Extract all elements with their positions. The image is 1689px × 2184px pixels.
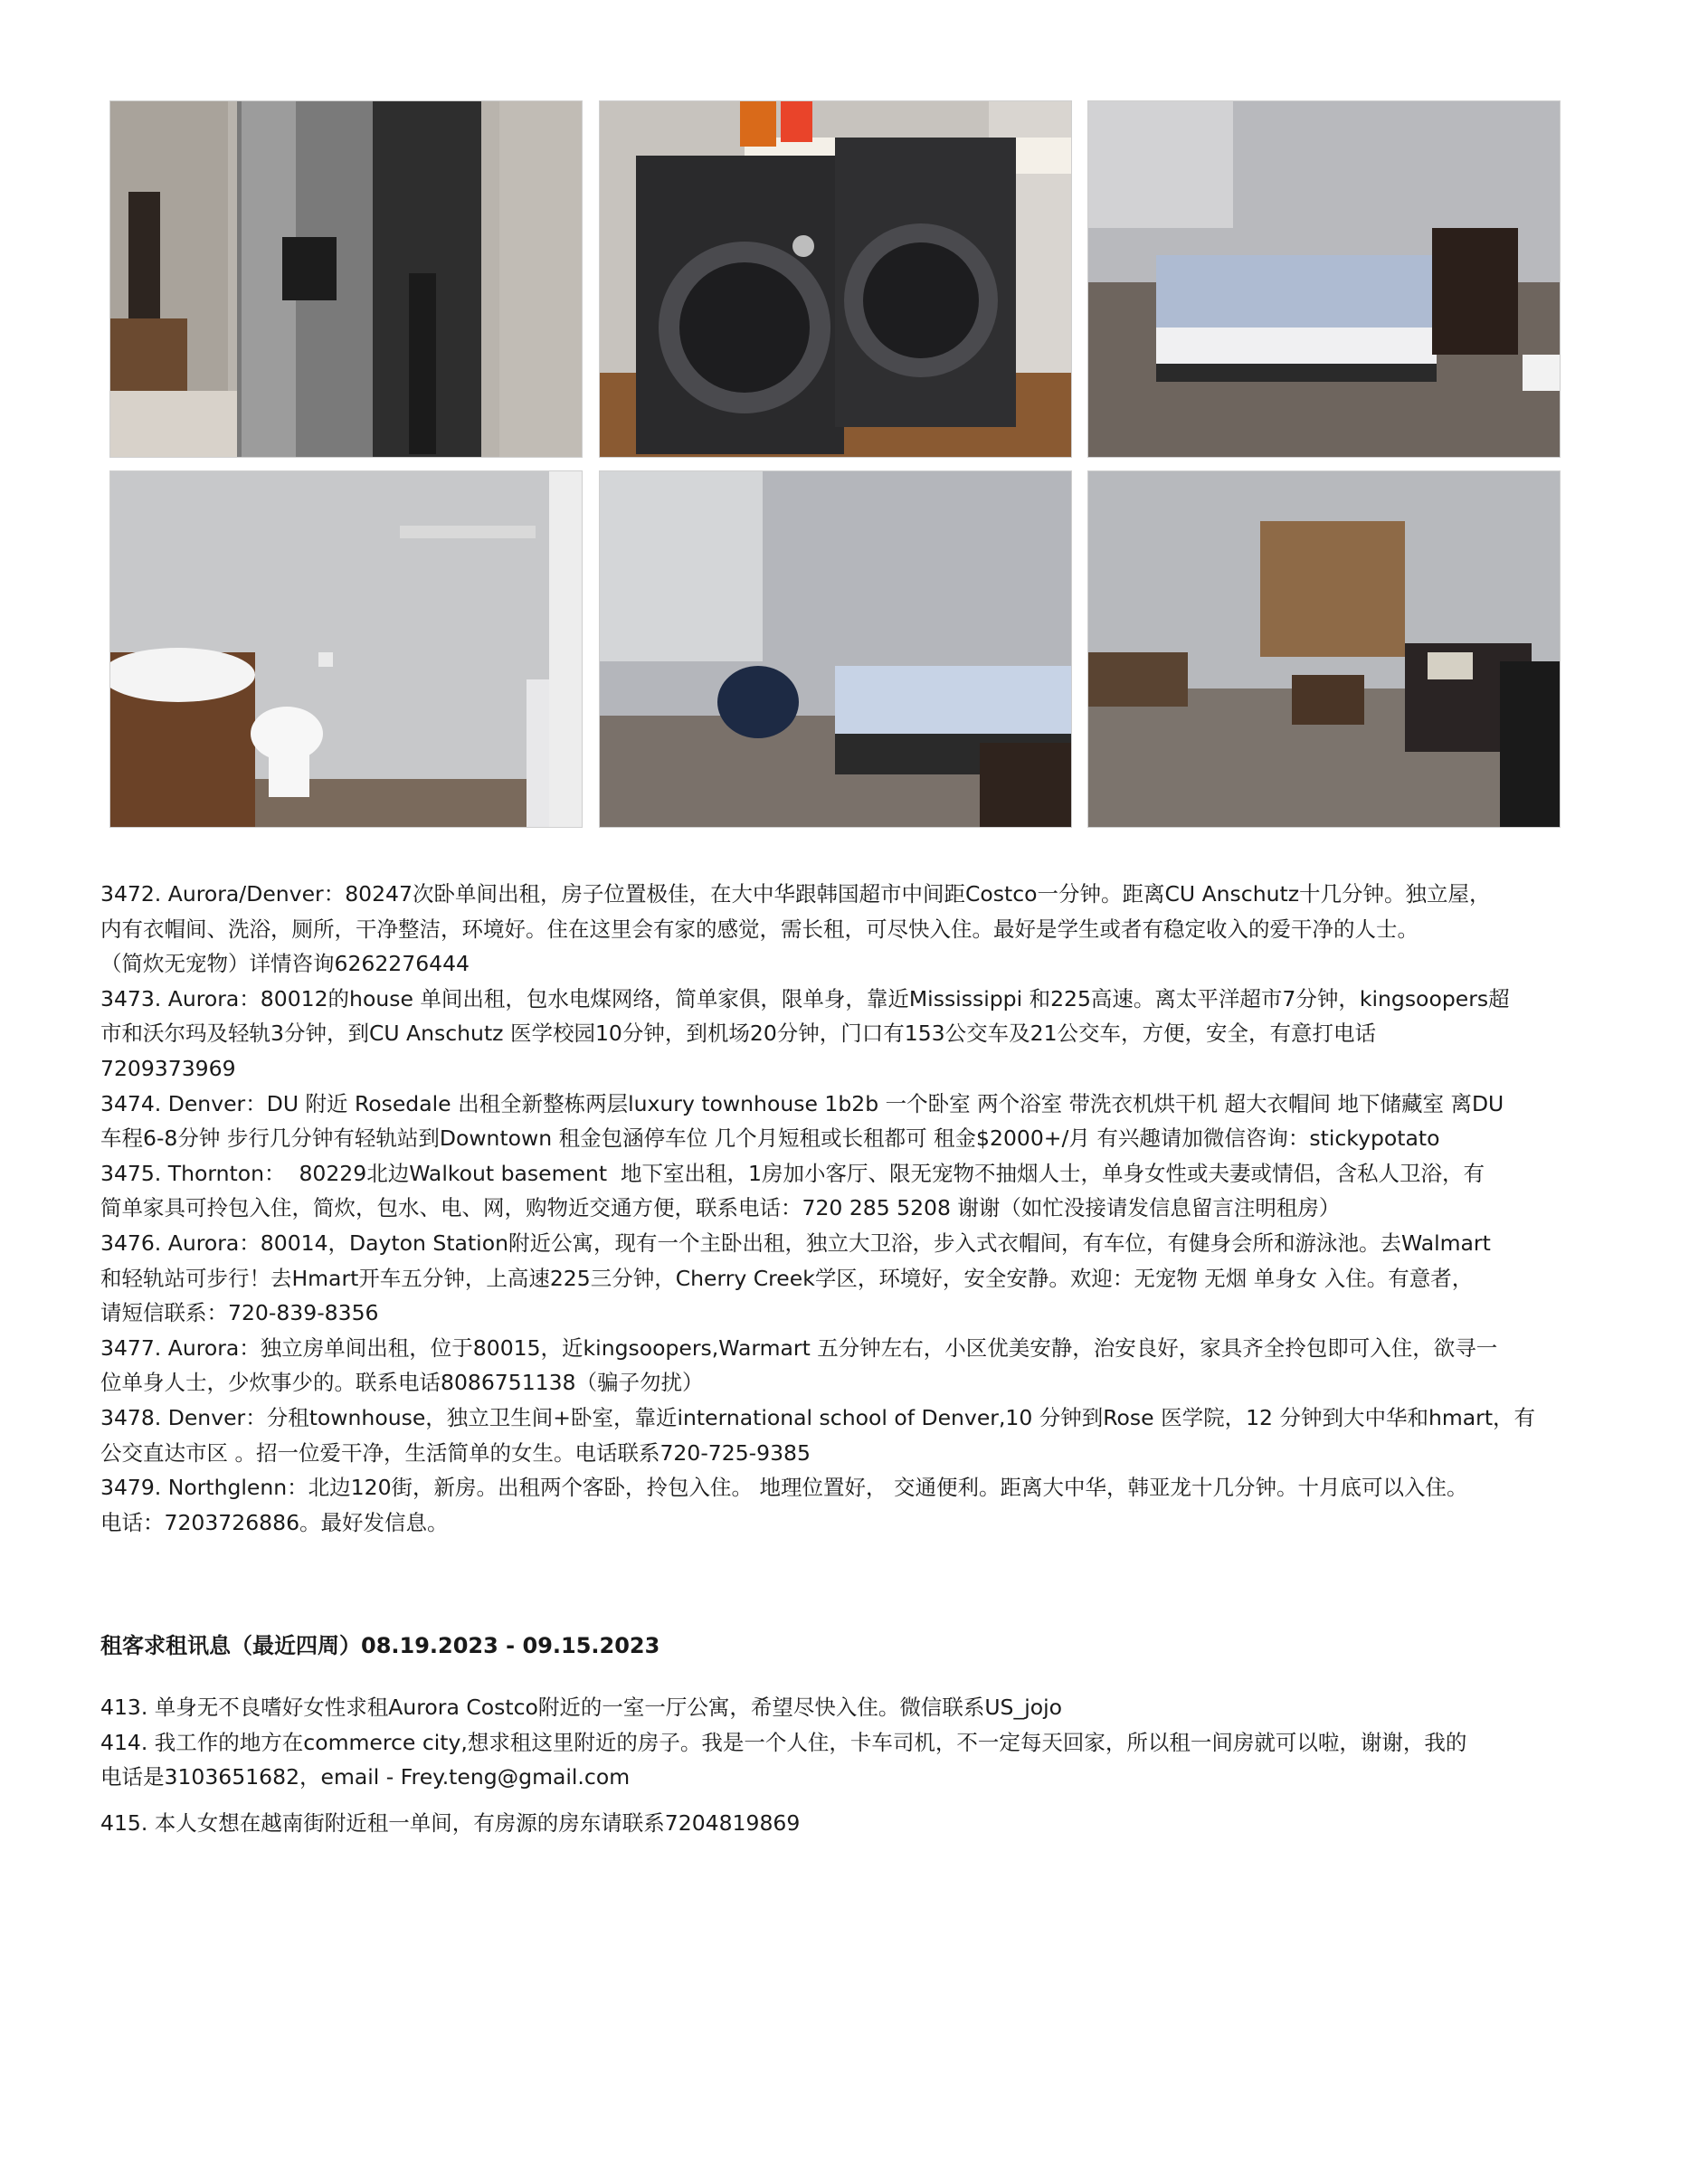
tenant-requests [100,1690,1577,1840]
request-414: 414. 我工作的地方在commerce city,想求租这里附近的房子。我是一个人住，卡车司机，不一定每天回家，所以租一间房就可以啦，谢谢，我的 电话是3103651682，email - Frey.teng@gmail.com [100,1729,1467,1790]
photo-bathroom [109,470,583,828]
photo-living-room [1087,470,1561,828]
requests-section-title: 租客求租讯息（最近四周）08.19.2023 - 09.15.2023 [100,1633,660,1658]
request-413: 413. 单身无不良嗜好女性求租Aurora Costco附近的一室一厅公寓，希望尽快入住。微信联系US_jojo [100,1695,1063,1720]
rental-listings [100,877,1577,1540]
listing-3474: 3474. Denver：DU 附近 Rosedale 出租全新整栋两层luxury townhouse 1b2b 一个卧室 两个浴室 带洗衣机烘干机 超大衣帽间 地下储藏室 离DU 车程6-8分钟 步行几分钟有轻轨站到Downtown 租金包涵停车位 几个月短租或长租都可 租金$2000+/月 有兴趣请加微信咨询：stickypotato [100,1090,1504,1152]
listing-3476: 3476. Aurora：80014，Dayton Station附近公寓，现有一个主卧出租，独立大卫浴，步入式衣帽间，有车位，有健身会所和游泳池。去Walmart 和轻轨站可步行！去Hmart开车五分钟，上高速225三分钟，Cherry Creek学区，环境好，安全安静。欢迎：无宠物 无烟 单身女 入住。有意者， 请短信联系：720-839-8356 [100,1230,1491,1326]
photo-bedroom-mattress [1087,100,1561,458]
listing-3475: 3475. Thornton： 80229北边Walkout basement 地下室出租，1房加小客厅、限无宠物不抽烟人士，单身女性或夫妻或情侣，含私人卫浴，有 简单家具可拎包入住，简炊，包水、电、网，购物近交通方便，联系电话：720 285 5208 谢谢（如忙没接请发信息留言注明租房） [100,1160,1485,1221]
request-415: 415. 本人女想在越南街附近租一单间，有房源的房东请联系7204819869 [100,1809,801,1836]
listing-3479: 3479. Northglenn：北边120街，新房。出租两个客卧，拎包入住。 地理位置好， 交通便利。距离大中华，韩亚龙十几分钟。十月底可以入住。 电话：7203726886。最好发信息。 [100,1475,1468,1535]
listing-3477: 3477. Aurora：独立房单间出租，位于80015，近kingsoopers,Warmart 五分钟左右，小区优美安静，治安良好，家具齐全拎包即可入住，欲寻一 位单身人士，少炊事少的。联系电话8086751138（骗子勿扰） [100,1334,1498,1396]
listing-3478: 3478. Denver：分租townhouse，独立卫生间+卧室，靠近international school of Denver,10 分钟到Rose 医学院，12 分钟到大中华和hmart，有 公交直达市区 。招一位爱干净，生活简单的女生。电话联系720-725-9385 [100,1404,1536,1466]
photo-grid [109,100,1560,826]
photo-bedroom-beanbag [599,470,1072,828]
listing-3473: 3473. Aurora：80012的house 单间出租，包水电煤网络，简单家俱，限单身，靠近Mississippi 和225高速。离太平洋超市7分钟，kingsoopers超 市和沃尔玛及轻轨3分钟，到CU Anschutz 医学校园10分钟，到机场20分钟，门口有153公交车及21公交车，方便，安全，有意打电话 7209373969 [100,985,1510,1081]
photo-washer-dryer [599,100,1072,458]
photo-refrigerator [109,100,583,458]
listing-3472: 3472. Aurora/Denver：80247次卧单间出租，房子位置极佳，在大中华跟韩国超市中间距Costco一分钟。距离CU Anschutz十几分钟。独立屋， 内有衣帽间、洗浴，厕所，干净整洁，环境好。住在这里会有家的感觉，需长租，可尽快入住。最好是学生或者有稳定收入的爱干净的人士。 （简炊无宠物）详情咨询6262276444 [100,881,1491,977]
